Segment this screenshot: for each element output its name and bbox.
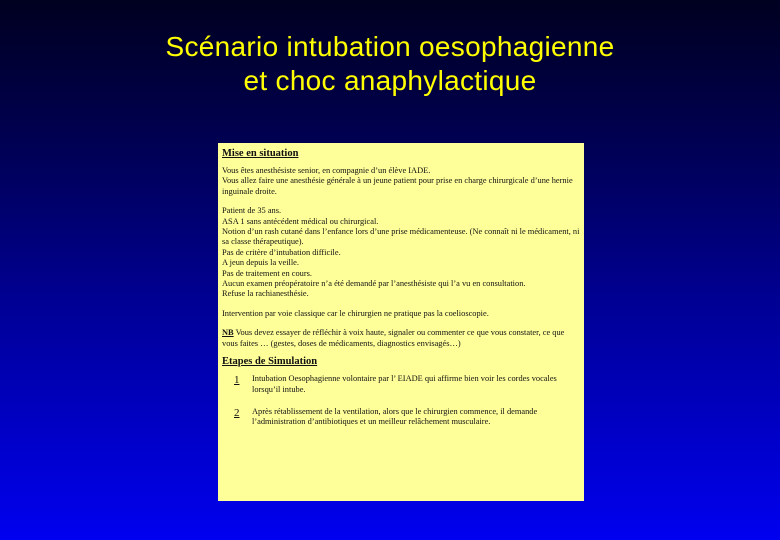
patient-line: Pas de traitement en cours.	[222, 268, 313, 278]
scenario-document	[218, 143, 584, 501]
intro-line: Vous allez faire une anesthésie générale à un jeune patient pour prise en charge chirurgicale d’une hernie inguinale droite.	[222, 176, 573, 196]
patient-line: Notion d’un rash cutané dans l’enfance lors d’une prise médicamenteuse. (Ne connaît ni le médicament, ni sa classe thérapeutique).	[222, 227, 580, 247]
patient-line: Patient de 35 ans.	[222, 206, 282, 216]
intervention-note: Intervention par voie classique car le chirurgien ne pratique pas la coelioscopie.	[222, 308, 489, 318]
step-number: 2	[234, 406, 240, 419]
step-text: Intubation Oesophagienne volontaire par l’ EIADE qui affirme bien voir les cordes vocales lorsqu’il intube.	[252, 374, 557, 394]
nb-text: Vous devez essayer de réfléchir à voix haute, signaler ou commenter ce que vous constater, ce que vous faites … (gestes, doses de médicaments, diagnostics envisagés…)	[222, 328, 565, 348]
patient-line: Aucun examen préopératoire n’a été demandé par l’anesthésiste qui l’a vu en consultation.	[222, 279, 526, 289]
slide-title-line-1: Scénario intubation oesophagienne	[165, 31, 615, 62]
section-heading-etapes-de-simulation: Etapes de Simulation	[222, 356, 318, 368]
step-number: 1	[234, 374, 240, 387]
slide-title	[0, 30, 780, 98]
simulation-step	[234, 407, 580, 428]
patient-line: A jeun depuis la veille.	[222, 258, 299, 268]
step-text: Après rétablissement de la ventilation, alors que le chirurgien commence, il demande l’administration d’antibiotiques et un meilleur relâchement musculaire.	[252, 406, 538, 427]
intro-line: Vous êtes anesthésiste senior, en compagnie d’un élève IADE.	[222, 166, 431, 175]
nb-note	[222, 328, 580, 349]
patient-line: ASA 1 sans antécédent médical ou chirurgical.	[222, 216, 379, 226]
patient-line: Pas de critère d’intubation difficile.	[222, 247, 341, 257]
nb-label: NB	[222, 328, 234, 338]
section-heading-mise-en-situation: Mise en situation	[222, 148, 299, 159]
patient-line: Refuse la rachianesthésie.	[222, 289, 309, 299]
simulation-step	[234, 374, 580, 395]
slide-title-line-2: et choc anaphylactique	[243, 65, 537, 96]
